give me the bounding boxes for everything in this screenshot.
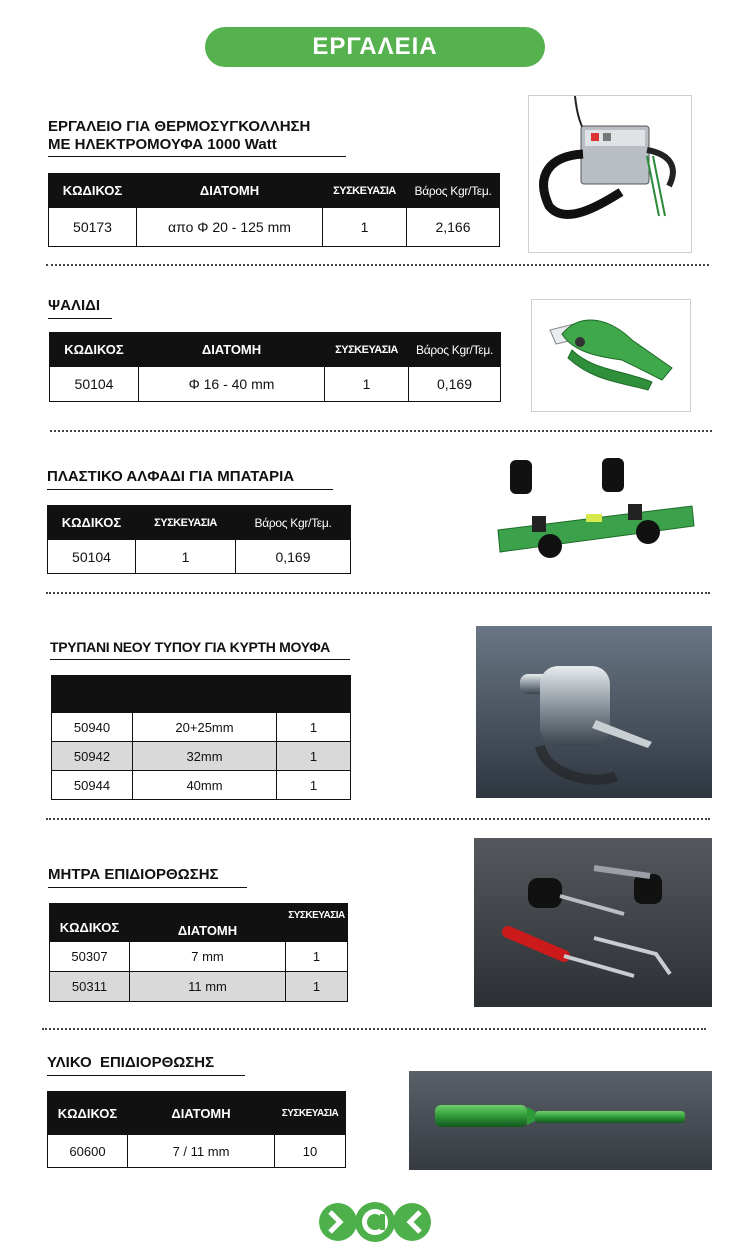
col-header-package: ΣΥΣΚΕΥΑΣΙΑ (136, 506, 236, 540)
section-divider (42, 1028, 706, 1030)
table-row (52, 771, 351, 800)
table-row (48, 1135, 346, 1168)
cell-code: 50173 (49, 208, 137, 247)
table-row (50, 367, 501, 402)
brand-logo (316, 1200, 434, 1244)
section-title-repair-die: ΜΗΤΡΑ ΕΠΙΔΙΟΡΘΩΣΗΣ (48, 866, 247, 888)
col-header-code: ΚΩΔΙΚΟΣ (50, 904, 130, 942)
col-header-package: ΣΥΣΚΕΥΑΣΙΑ (323, 174, 407, 208)
cell-weight: 0,169 (409, 367, 501, 402)
cell-package: 1 (286, 972, 348, 1002)
scissors-photo (531, 299, 691, 412)
cell-code: 50104 (48, 540, 136, 574)
table-row (50, 972, 348, 1002)
col-header-weight: Βάρος Kgr/Τεμ. (407, 174, 500, 208)
col-header-section: ΔΙΑΤΟΜΗ (130, 904, 286, 942)
cell-section: 11 mm (130, 972, 286, 1002)
welding-tool-photo (528, 95, 692, 253)
repair-die-table (49, 903, 348, 1002)
cell-package: 1 (277, 771, 351, 800)
col-header-weight: Βάρος Kgr/Τεμ. (236, 506, 351, 540)
section-title-line-1: ΕΡΓΑΛΕΙΟ ΓΙΑ ΘΕΡΜΟΣΥΓΚΟΛΛΗΣΗ (48, 118, 311, 135)
cell-weight: 2,166 (407, 208, 500, 247)
cell-code: 50942 (52, 742, 133, 771)
col-header-weight: Βάρος Kgr/Τεμ. (409, 333, 501, 367)
level-table (47, 505, 351, 574)
section-divider (46, 818, 710, 820)
col-header-section: ΔΙΑΤΟΜΗ (128, 1092, 275, 1135)
cell-section: 7 mm (130, 942, 286, 972)
section-divider (50, 430, 712, 432)
section-title-scissors: ΨΑΛΙΔΙ (48, 297, 112, 319)
cell-package: 1 (325, 367, 409, 402)
section-title-repair-material: ΥΛΙΚΟ ΕΠΙΔΙΟΡΘΩΣΗΣ (47, 1054, 245, 1076)
cell-package: 1 (136, 540, 236, 574)
cell-code: 60600 (48, 1135, 128, 1168)
col-header-code: ΚΩΔΙΚΟΣ (48, 1092, 128, 1135)
cell-code: 50307 (50, 942, 130, 972)
col-header-section: ΔΙΑΤΟΜΗ (139, 333, 325, 367)
section-title-drill: ΤΡΥΠΑΝΙ ΝΕΟΥ ΤΥΠΟΥ ΓΙΑ ΚΥΡΤΗ ΜΟΥΦΑ (50, 638, 350, 660)
repair-die-photo (474, 838, 712, 1007)
cell-weight: 0,169 (236, 540, 351, 574)
col-header-empty (133, 676, 277, 713)
cell-section: 20+25mm (133, 713, 277, 742)
cell-code: 50311 (50, 972, 130, 1002)
table-row (48, 540, 351, 574)
repair-material-table (47, 1091, 346, 1168)
section-title-level: ΠΛΑΣΤΙΚΟ ΑΛΦΑΔΙ ΓΙΑ ΜΠΑΤΑΡΙΑ (47, 468, 333, 490)
section-title-line-2: ΜΕ ΗΛΕΚΤΡΟΜΟΥΦΑ 1000 Watt (48, 136, 346, 157)
cell-section: 7 / 11 mm (128, 1135, 275, 1168)
table-row (50, 942, 348, 972)
col-header-code: ΚΩΔΙΚΟΣ (50, 333, 139, 367)
drill-table (51, 675, 351, 800)
cell-package: 10 (275, 1135, 346, 1168)
col-header-package: ΣΥΣΚΕΥΑΣΙΑ (325, 333, 409, 367)
section-divider (46, 264, 709, 266)
cell-code: 50104 (50, 367, 139, 402)
welding-tool-table (48, 173, 500, 247)
drill-photo (476, 626, 712, 798)
col-header-code: ΚΩΔΙΚΟΣ (49, 174, 137, 208)
table-row (52, 713, 351, 742)
col-header-code: ΚΩΔΙΚΟΣ (48, 506, 136, 540)
table-row (52, 742, 351, 771)
cell-section: Φ 16 - 40 mm (139, 367, 325, 402)
cell-package: 1 (323, 208, 407, 247)
col-header-empty (277, 676, 351, 713)
cell-code: 50940 (52, 713, 133, 742)
page-title: ΕΡΓΑΛΕΙΑ (205, 27, 545, 67)
col-header-section: ΔΙΑΤΟΜΗ (137, 174, 323, 208)
cell-package: 1 (286, 942, 348, 972)
section-divider (46, 592, 710, 594)
cell-section: απο Φ 20 - 125 mm (137, 208, 323, 247)
col-header-package: ΣΥΣΚΕΥΑΣΙΑ (275, 1092, 346, 1135)
cell-section: 40mm (133, 771, 277, 800)
level-photo (496, 456, 696, 572)
repair-material-photo (409, 1071, 712, 1170)
section-title-welding-tool (48, 118, 346, 157)
cell-section: 32mm (133, 742, 277, 771)
cell-package: 1 (277, 713, 351, 742)
scissors-table (49, 332, 501, 402)
cell-code: 50944 (52, 771, 133, 800)
col-header-package: ΣΥΣΚΕΥΑΣΙΑ (286, 904, 348, 942)
col-header-empty (52, 676, 133, 713)
cell-package: 1 (277, 742, 351, 771)
table-row (49, 208, 500, 247)
